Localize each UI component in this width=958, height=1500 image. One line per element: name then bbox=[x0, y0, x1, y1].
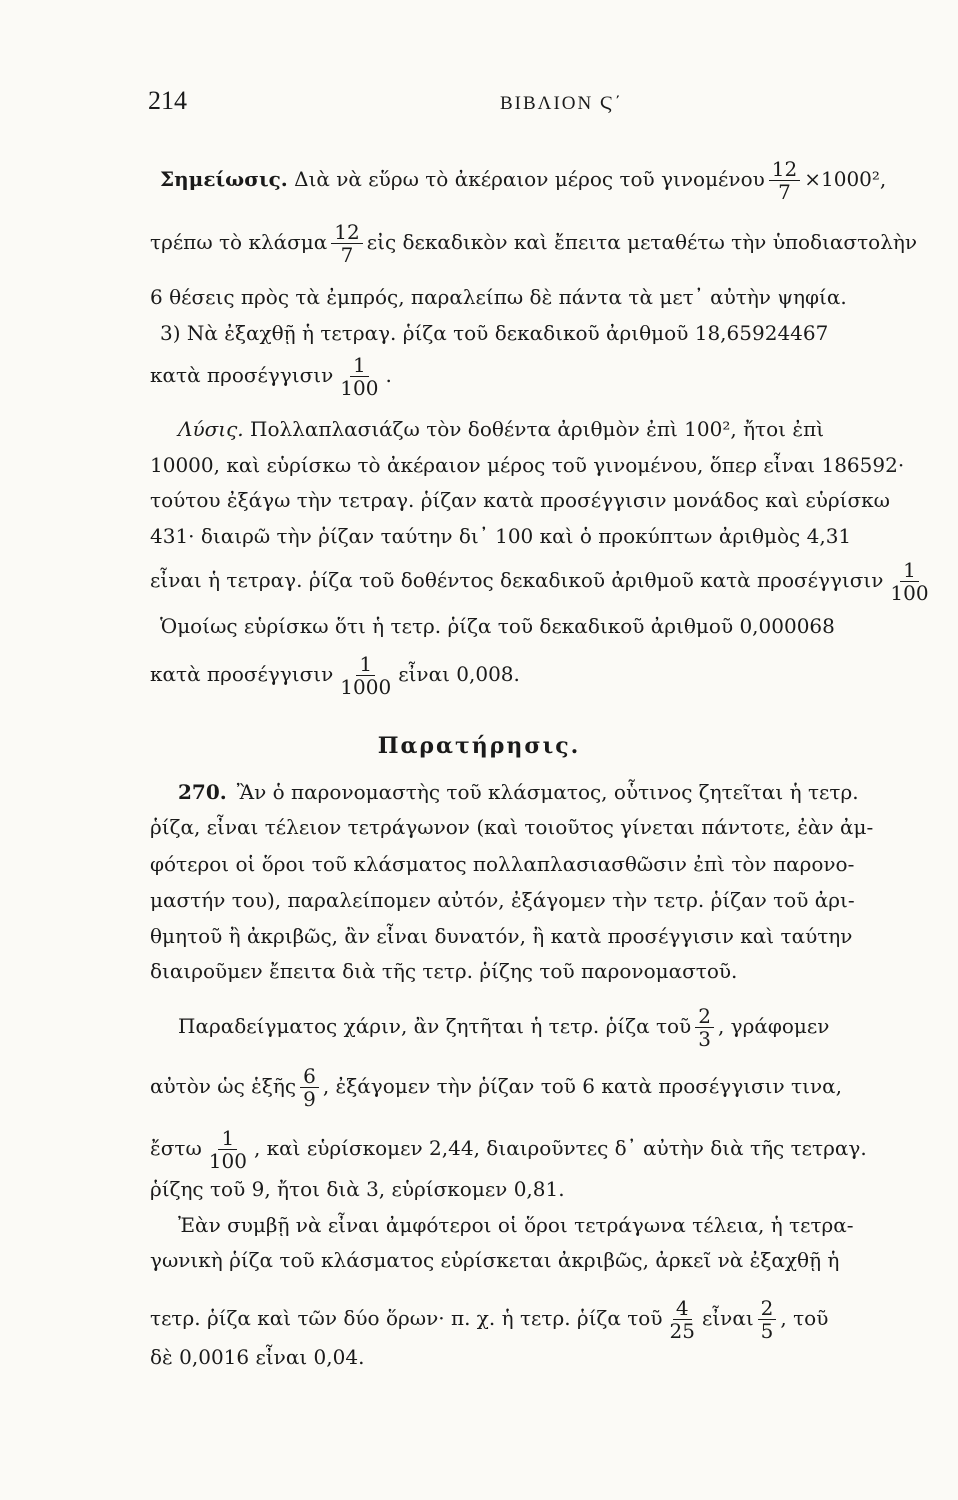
denominator: 7 bbox=[778, 180, 791, 204]
denominator: 5 bbox=[760, 1319, 774, 1343]
numerator: 2 bbox=[758, 1297, 777, 1320]
denominator: 3 bbox=[698, 1027, 711, 1051]
example-line-3 bbox=[150, 1127, 958, 1172]
solution-line-5 bbox=[150, 559, 958, 604]
solution-line-2: 10000, καὶ εὑρίσκω τὸ ἀκέραιον μέρος τοῦ γινομένου, ὅπερ εἶναι 186592· bbox=[150, 453, 905, 477]
solution-line-3: τούτου ἐξάγω τὴν τετραγ. ῥίζαν κατὰ προσέγγισιν μονάδος καὶ εὑρίσκω bbox=[150, 488, 890, 512]
final-line-4: δὲ 0,0016 εἶναι 0,04. bbox=[150, 1345, 365, 1369]
final-text: , τοῦ bbox=[780, 1306, 829, 1330]
remark-line-3: 6 θέσεις πρὸς τὰ ἐμπρός, παραλείπω δὲ πάντα τὰ μετ᾿ αὐτὴν ψηφία. bbox=[150, 285, 847, 309]
remark-line-1 bbox=[160, 158, 958, 203]
example-text: ἔστω bbox=[150, 1136, 202, 1160]
fraction bbox=[331, 221, 362, 266]
remark-text: τρέπω τὸ κλάσμα bbox=[150, 230, 328, 254]
solution-line-4: 431· διαιρῶ τὴν ῥίζαν ταύτην δι᾿ 100 καὶ ὁ προκύπτων ἀριθμὸς 4,31 bbox=[150, 524, 852, 548]
solution-text: εἶναι ἡ τετραγ. ῥίζα τοῦ δοθέντος δεκαδικοῦ ἀριθμοῦ κατὰ προσέγγισιν bbox=[150, 568, 884, 592]
section-270-line-4: μαστήν του), παραλείπομεν αὐτόν, ἐξάγομεν τὴν τετρ. ῥίζαν τοῦ ἀρι- bbox=[150, 888, 855, 912]
remark-text: εἰς δεκαδικὸν καὶ ἔπειτα μεταθέτω τὴν ὑποδιαστολὴν bbox=[366, 230, 918, 254]
final-text: τετρ. ῥίζα καὶ τῶν δύο ὅρων· π. χ. ἡ τετρ. ῥίζα τοῦ bbox=[150, 1306, 663, 1330]
example-text: αὐτὸν ὡς ἑξῆς bbox=[150, 1074, 297, 1098]
numerator: 1 bbox=[218, 1127, 237, 1150]
solution-text: εἶναι 0,008. bbox=[398, 662, 520, 686]
page-number: 214 bbox=[148, 86, 187, 115]
example-line-1 bbox=[178, 1005, 958, 1050]
section-number: 270. bbox=[178, 780, 227, 804]
numerator: 4 bbox=[673, 1297, 692, 1320]
numerator: 1 bbox=[350, 354, 369, 377]
example-line-2 bbox=[150, 1065, 958, 1110]
fraction bbox=[337, 653, 394, 698]
numerator: 1 bbox=[900, 559, 919, 582]
remark-text: Διὰ νὰ εὕρω τὸ ἀκέραιον μέρος τοῦ γινομένου bbox=[294, 167, 765, 191]
numerator: 2 bbox=[695, 1005, 714, 1028]
section-270-line-2: ῥίζα, εἶναι τέλειον τετράγωνον (καὶ τοιοῦτος γίνεται πάντοτε, ἐὰν ἀμ- bbox=[150, 815, 874, 839]
solution-text: Πολλαπλασιάζω τὸν δοθέντα ἀριθμὸν ἐπὶ 100², ἤτοι ἐπὶ bbox=[250, 417, 825, 441]
denominator: 100 bbox=[890, 581, 929, 605]
remark-label: Σημείωσις. bbox=[160, 167, 288, 191]
remark-text: κατὰ προσέγγισιν bbox=[150, 363, 334, 387]
final-line-3 bbox=[150, 1297, 958, 1342]
solution-label: Λύσις. bbox=[178, 417, 244, 441]
fraction bbox=[769, 158, 800, 203]
denominator: 100 bbox=[340, 376, 379, 400]
remark-line-2 bbox=[150, 221, 958, 266]
section-270-line-6: διαιροῦμεν ἔπειτα διὰ τῆς τετρ. ῥίζης τοῦ παρονομαστοῦ. bbox=[150, 959, 738, 983]
fraction bbox=[667, 1297, 698, 1342]
section-text: Ἂν ὁ παρονομαστὴς τοῦ κλάσματος, οὗτινος ζητεῖται ἡ τετρ. bbox=[236, 780, 859, 804]
numerator: 12 bbox=[769, 158, 800, 181]
example-line-4: ῥίζης τοῦ 9, ἤτοι διὰ 3, εὑρίσκομεν 0,81. bbox=[150, 1177, 565, 1201]
solution-line-7 bbox=[150, 653, 958, 698]
example-text: Παραδείγματος χάριν, ἂν ζητῆται ἡ τετρ. ῥίζα τοῦ bbox=[178, 1014, 692, 1038]
solution-text: κατὰ προσέγγισιν bbox=[150, 662, 334, 686]
denominator: 9 bbox=[303, 1087, 316, 1111]
denominator: 100 bbox=[208, 1149, 247, 1173]
solution-line-6: Ὁμοίως εὑρίσκω ὅτι ἡ τετρ. ῥίζα τοῦ δεκαδικοῦ ἀριθμοῦ 0,000068 bbox=[160, 614, 835, 638]
numerator: 12 bbox=[331, 221, 362, 244]
numerator: 1 bbox=[356, 653, 375, 676]
remark-text: . bbox=[385, 363, 392, 387]
solution-line-1 bbox=[178, 414, 958, 444]
example-text: , καὶ εὑρίσκομεν 2,44, διαιροῦντες δ᾿ αὐτὴν διὰ τῆς τετραγ. bbox=[253, 1136, 867, 1160]
final-line-2: γωνικὴ ῥίζα τοῦ κλάσματος εὑρίσκεται ἀκριβῶς, ἀρκεῖ νὰ ἐξαχθῇ ἡ bbox=[150, 1248, 840, 1272]
section-270-line-1 bbox=[178, 777, 958, 807]
fraction bbox=[695, 1005, 714, 1050]
fraction bbox=[887, 559, 931, 604]
running-head: ΒΙΒΛΙΟΝ Ϛ΄ bbox=[500, 93, 623, 114]
fraction bbox=[758, 1297, 777, 1342]
remark-line-4: 3) Νὰ ἐξαχθῇ ἡ τετραγ. ῥίζα τοῦ δεκαδικοῦ ἀριθμοῦ 18,65924467 bbox=[160, 321, 829, 345]
final-text: εἶναι bbox=[701, 1306, 754, 1330]
remark-line-5 bbox=[150, 354, 958, 399]
fraction bbox=[337, 354, 381, 399]
section-270-line-3: φότεροι οἱ ὅροι τοῦ κλάσματος πολλαπλασιασθῶσιν ἐπὶ τὸν παρονο- bbox=[150, 852, 855, 876]
numerator: 6 bbox=[300, 1065, 319, 1088]
fraction bbox=[206, 1127, 250, 1172]
section-heading: Παρατήρησις. bbox=[377, 733, 581, 759]
section-270-line-5: θμητοῦ ἢ ἀκριβῶς, ἂν εἶναι δυνατόν, ἢ κατὰ προσέγγισιν καὶ ταύτην bbox=[150, 924, 853, 948]
example-text: , γράφομεν bbox=[717, 1014, 830, 1038]
example-text: , ἐξάγομεν τὴν ῥίζαν τοῦ 6 κατὰ προσέγγισιν τινα, bbox=[322, 1074, 842, 1098]
denominator: 1000 bbox=[340, 675, 392, 699]
denominator: 25 bbox=[669, 1319, 695, 1343]
remark-text: ×1000², bbox=[804, 167, 887, 191]
final-line-1: Ἐὰν συμβῇ νὰ εἶναι ἀμφότεροι οἱ ὅροι τετράγωνα τέλεια, ἡ τετρα- bbox=[178, 1213, 854, 1237]
fraction bbox=[300, 1065, 319, 1110]
denominator: 7 bbox=[340, 243, 354, 267]
